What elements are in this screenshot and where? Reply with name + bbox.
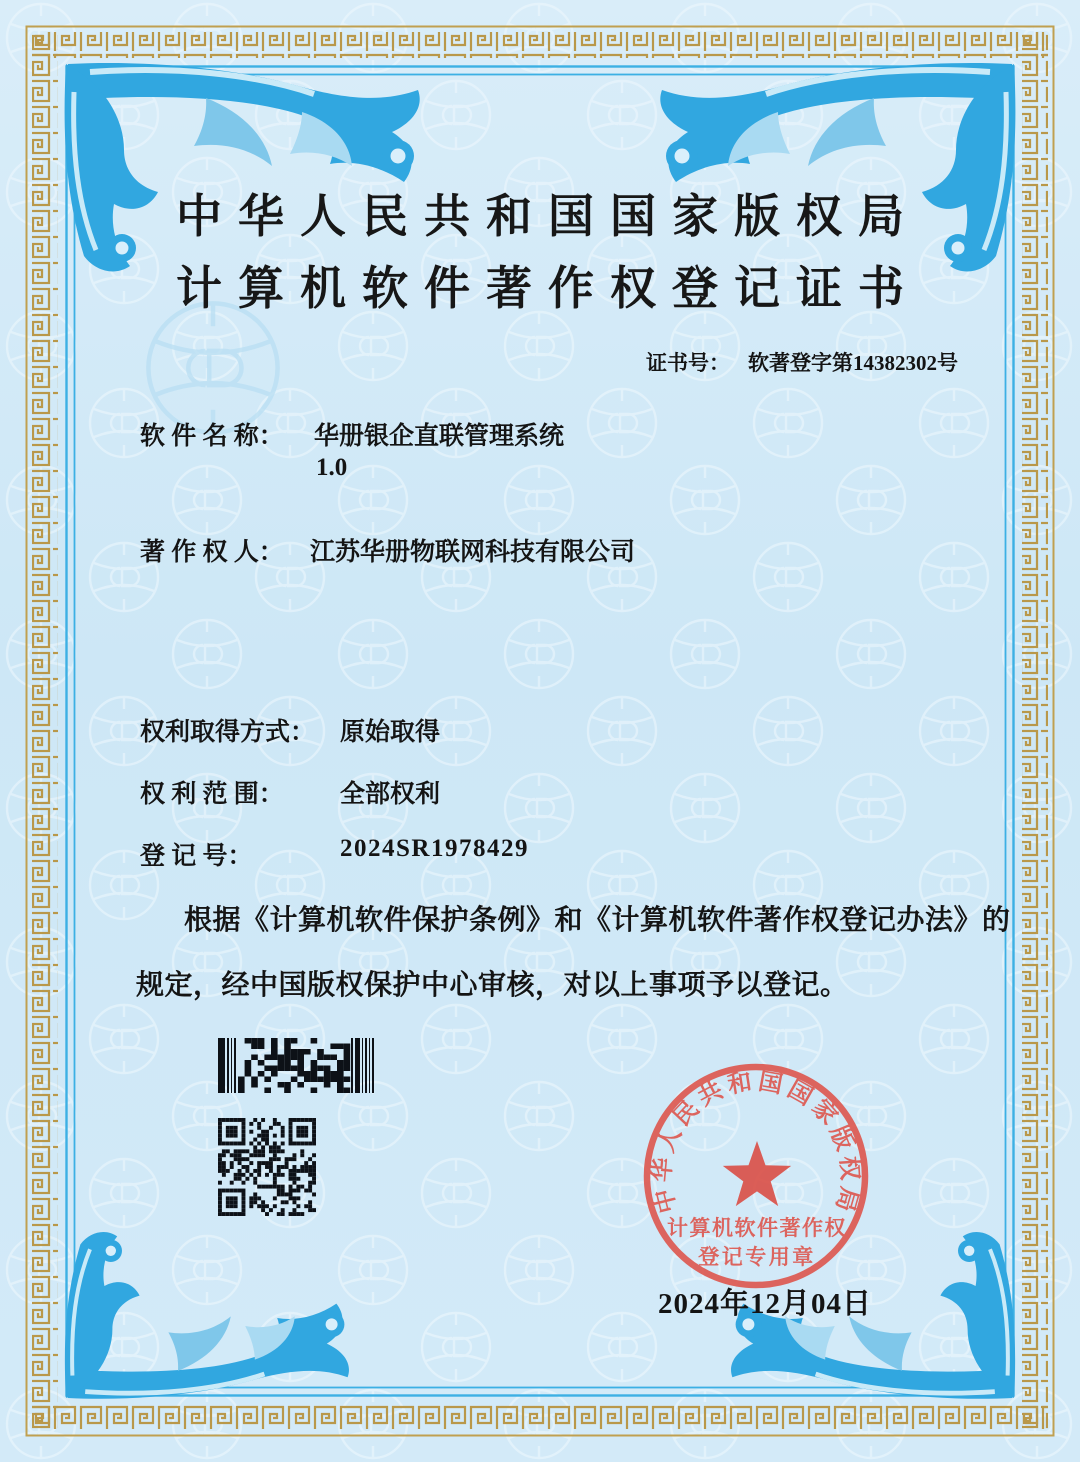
- acquisition-method-label: 权利取得方式：: [140, 719, 316, 746]
- rights-scope-value: 全部权利: [340, 781, 441, 808]
- software-version-value: 1.0: [316, 454, 348, 481]
- statement-line-1: 根据《计算机软件保护条例》和《计算机软件著作权登记办法》的: [184, 905, 1011, 936]
- page-title: 中华人民共和国国家版权局: [176, 191, 920, 242]
- software-name-label: 软 件 名 称：: [140, 423, 284, 450]
- qr-code: [218, 1118, 316, 1216]
- software-name-value: 华册银企直联管理系统: [314, 423, 565, 450]
- issue-date: 2024年12月04日: [658, 1288, 873, 1320]
- seal-arc-text: 中华人民共和国国家版权局: [649, 1068, 863, 1219]
- statement-line-2: 规定，经中国版权保护中心审核，对以上事项予以登记。: [136, 970, 849, 1001]
- registration-number-label: 登 记 号：: [140, 843, 253, 870]
- copyright-owner-label: 著 作 权 人：: [140, 539, 284, 566]
- official-seal: [620, 1050, 900, 1310]
- seal-star-icon: [723, 1141, 791, 1206]
- seal-line-1: 计算机软件著作权: [667, 1216, 847, 1240]
- registration-number-value: 2024SR1978429: [340, 835, 529, 862]
- certificate-number: [646, 347, 958, 377]
- copyright-owner-value: 江苏华册物联网科技有限公司: [310, 539, 636, 566]
- certificate-number-value: 软著登字第14382302号: [748, 351, 958, 375]
- certificate-number-label: 证书号：: [646, 351, 730, 375]
- acquisition-method-value: 原始取得: [340, 719, 441, 746]
- barcode: [218, 1038, 374, 1093]
- page-subtitle: 计算机软件著作权登记证书: [176, 263, 920, 314]
- rights-scope-label: 权 利 范 围：: [140, 781, 284, 808]
- seal-line-2: 登记专用章: [698, 1245, 816, 1269]
